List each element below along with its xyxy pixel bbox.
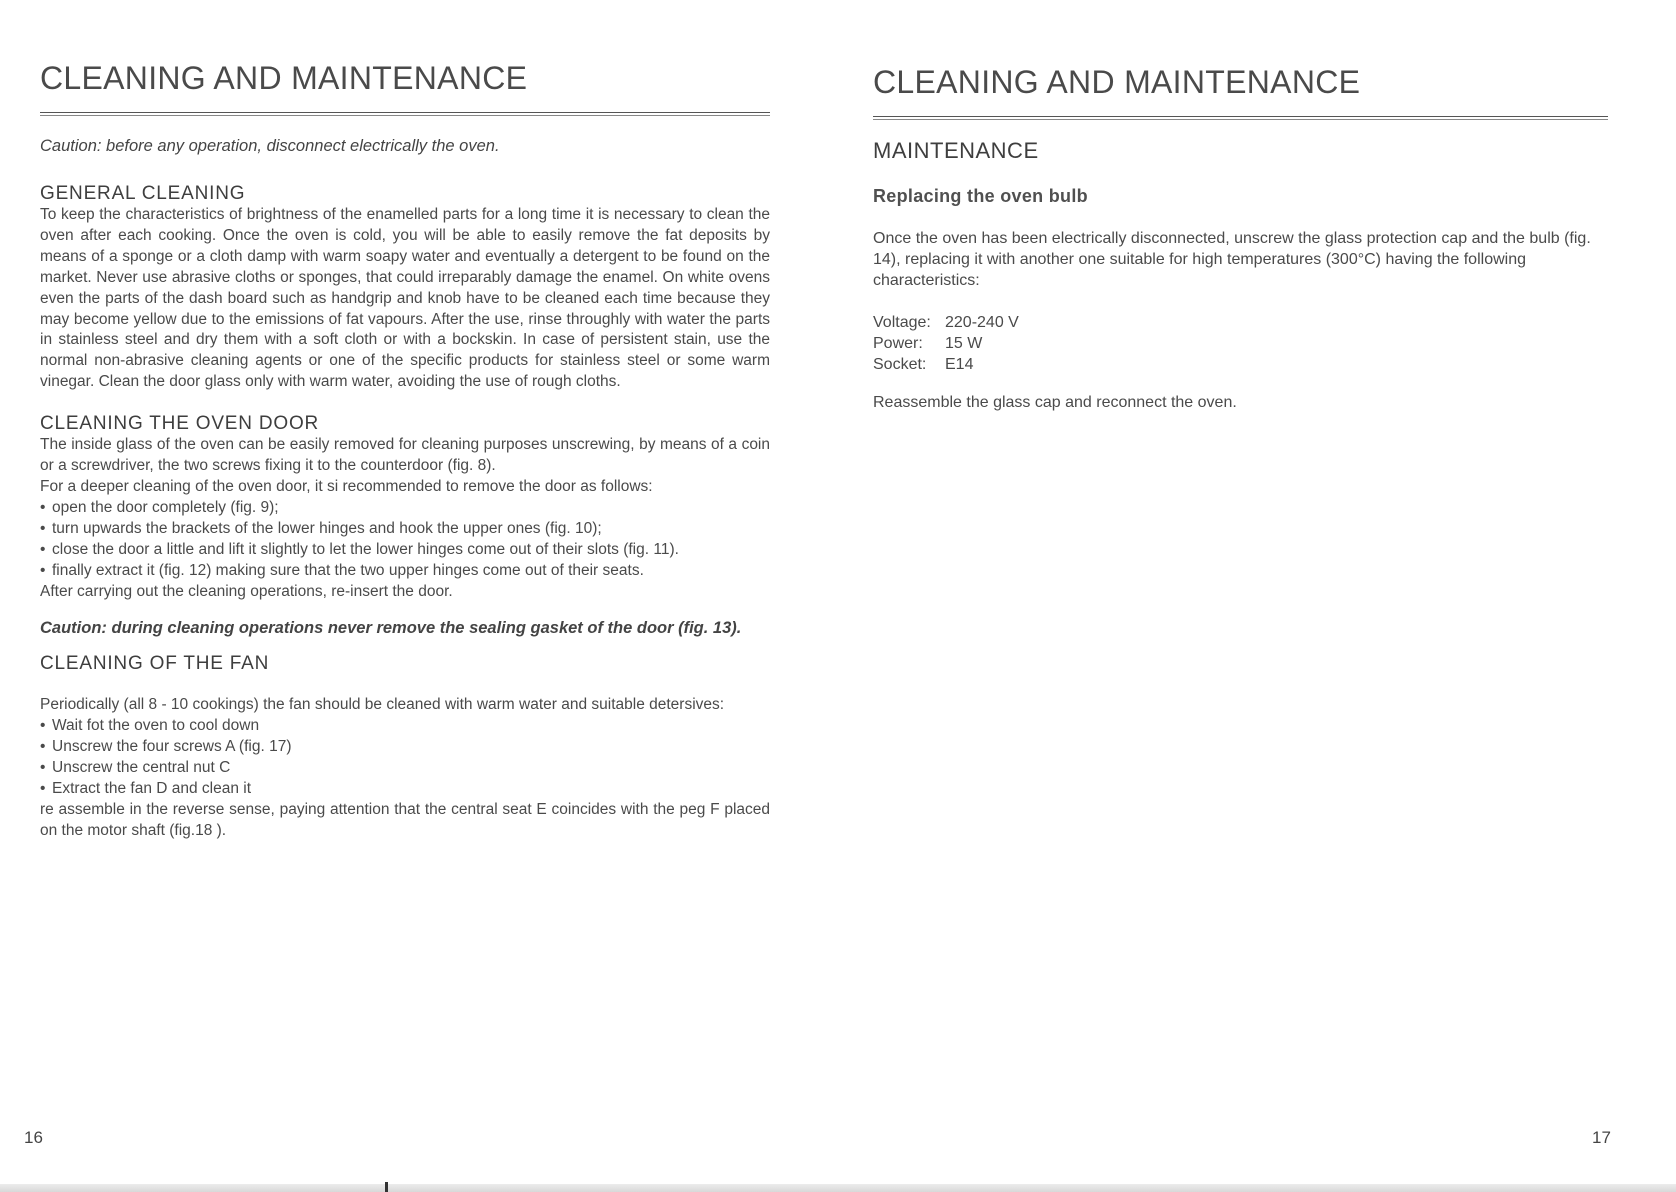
bulb-specs bbox=[873, 312, 1613, 375]
scan-mark bbox=[385, 1182, 388, 1192]
left-content bbox=[40, 136, 770, 842]
fan-outro: re assemble in the reverse sense, paying attention that the central seat E coincides with the peg F placed on the motor shaft (fig.18 ). bbox=[40, 800, 770, 839]
fan-intro: Periodically (all 8 - 10 cookings) the fan should be cleaned with warm water and suitable detersives: bbox=[40, 696, 725, 714]
page-title: CLEANING AND MAINTENANCE bbox=[873, 64, 1361, 100]
oven-door-intro: The inside glass of the oven can be easily removed for cleaning purposes unscrewing, by means of a coin or a screwdriver, the two screws fixing it to the counterdoor (fig. 8). bbox=[40, 436, 770, 475]
page-number-right: 17 bbox=[1592, 1128, 1611, 1147]
oven-bulb-text: Once the oven has been electrically disconnected, unscrew the glass protection cap and the bulb (fig. 14), replacing it with another one suitable for high temperatures (300°C) having the following characteristics: bbox=[873, 230, 1591, 289]
title-rule bbox=[40, 112, 770, 116]
title-rule bbox=[873, 116, 1608, 120]
door-caution-note: Caution: during cleaning operations never remove the sealing gasket of the door (fig. 13). bbox=[40, 619, 742, 638]
spec-socket: Socket: E14 bbox=[873, 355, 974, 373]
list-item: • Unscrew the four screws A (fig. 17) bbox=[40, 737, 770, 758]
page-number-left: 16 bbox=[24, 1128, 43, 1147]
spec-voltage: Voltage: 220-240 V bbox=[873, 313, 1019, 331]
section-heading-fan: CLEANING OF THE FAN bbox=[40, 653, 270, 675]
page-title: CLEANING AND MAINTENANCE bbox=[40, 60, 528, 96]
list-item: • Unscrew the central nut C bbox=[40, 758, 770, 779]
list-item: • open the door completely (fig. 9); bbox=[40, 498, 770, 519]
list-item: • Wait fot the oven to cool down bbox=[40, 716, 770, 737]
fan-steps bbox=[40, 716, 770, 800]
oven-door-intro-2: For a deeper cleaning of the oven door, it si recommended to remove the door as follows: bbox=[40, 477, 653, 495]
general-cleaning-text: To keep the characteristics of brightness of the enamelled parts for a long time it is necessary to clean the oven after each cooking. Once the oven is cold, you will be able to easily remove the fat deposits by means of a sponge or a cloth damp with warm soapy water and eventually a detergent to be found on the market. Never use abrasive cloths or sponges, that could irreparably damage the enamel. On white ovens even the parts of the dash board such as handgrip and knob have to be cleaned each time because they may become yellow due to the emissions of fat vapours. After the use, rinse throughly with water the parts in stainless steel and dry them with a soft cloth or with a bockskin. In case of persistent stain, use the normal non-abrasive cleaning agents or one of the specific products for stainless steel or some warm vinegar. Clean the door glass only with warm water, avoiding the use of rough cloths. bbox=[40, 206, 770, 391]
caution-note: Caution: before any operation, disconnect electrically the oven. bbox=[40, 137, 500, 155]
scan-edge bbox=[0, 1184, 1676, 1192]
oven-door-steps bbox=[40, 498, 770, 582]
list-item: • close the door a little and lift it slightly to let the lower hinges come out of their slots (fig. 11). bbox=[40, 540, 770, 561]
list-item: • finally extract it (fig. 12) making sure that the two upper hinges come out of their seats. bbox=[40, 561, 770, 582]
section-heading-maintenance: MAINTENANCE bbox=[873, 138, 1039, 163]
subsection-heading-oven-bulb: Replacing the oven bulb bbox=[873, 186, 1088, 206]
section-heading-general-cleaning: GENERAL CLEANING bbox=[40, 183, 246, 204]
list-item: • turn upwards the brackets of the lower hinges and hook the upper ones (fig. 10); bbox=[40, 519, 770, 540]
oven-door-after: After carrying out the cleaning operations, re-insert the door. bbox=[40, 582, 453, 600]
list-item: • Extract the fan D and clean it bbox=[40, 779, 770, 800]
section-heading-oven-door: CLEANING THE OVEN DOOR bbox=[40, 413, 320, 435]
reassemble-text: Reassemble the glass cap and reconnect the oven. bbox=[873, 393, 1237, 411]
right-content bbox=[873, 138, 1613, 414]
spec-power: Power: 15 W bbox=[873, 334, 983, 352]
